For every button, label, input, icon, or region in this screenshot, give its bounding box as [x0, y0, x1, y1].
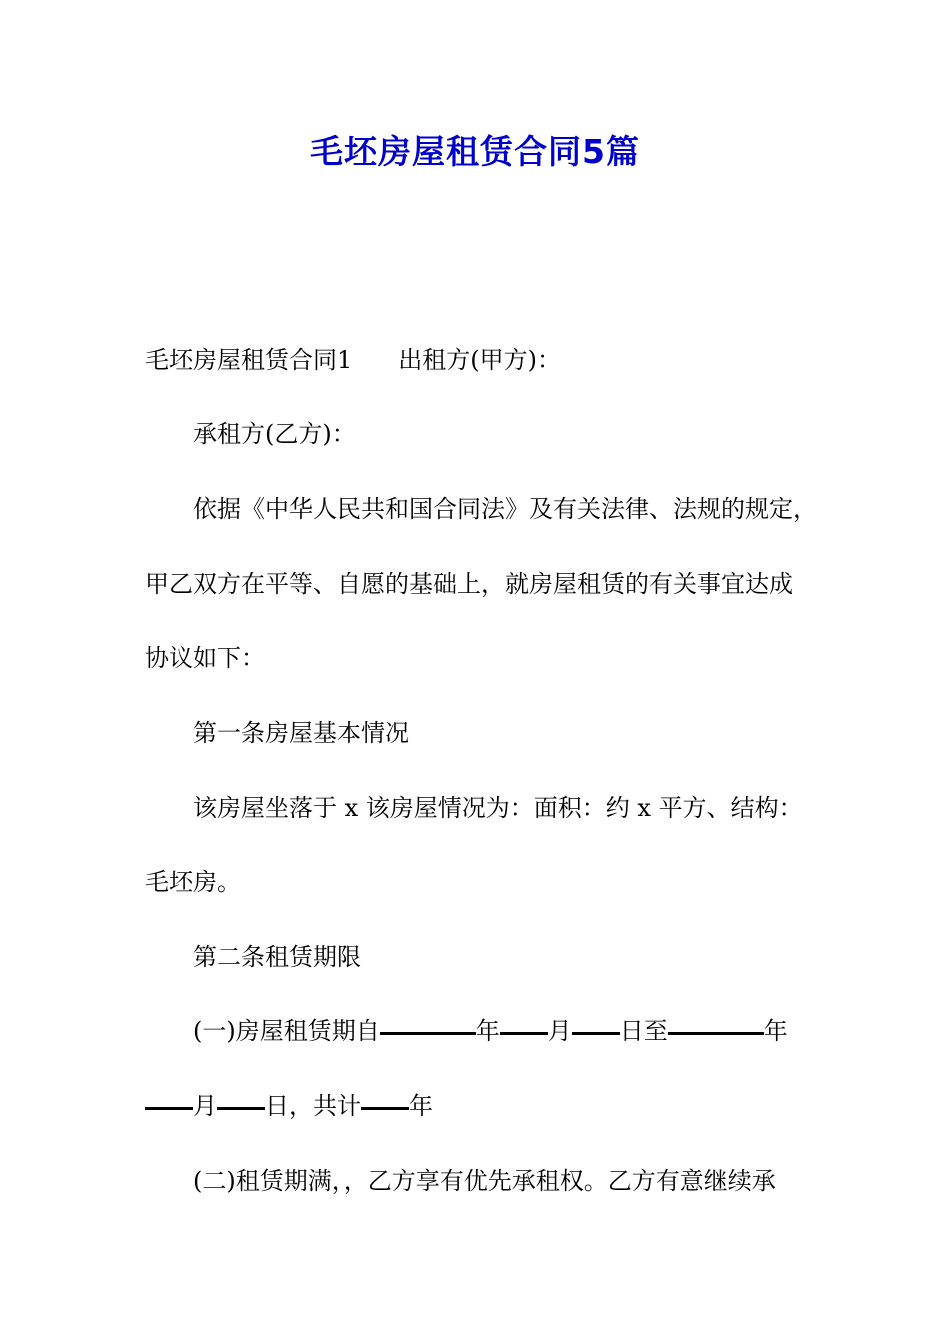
article-1-title: 第一条房屋基本情况	[193, 719, 409, 747]
blank-start-month	[500, 1032, 548, 1035]
blank-start-day	[572, 1032, 620, 1035]
term-year-total-label: 年	[409, 1092, 433, 1120]
term-month-end-label: 月	[193, 1092, 217, 1120]
blank-end-month	[145, 1107, 193, 1110]
term-year-end-label: 年	[763, 1017, 788, 1045]
blank-end-day	[217, 1107, 265, 1110]
document-title: 毛坯房屋租赁合同5篇	[310, 132, 640, 171]
term-month-label: 月	[547, 1017, 572, 1045]
term-day-total-label: 日，共计	[265, 1092, 361, 1120]
intro-line-2: 甲乙双方在平等、自愿的基础上，就房屋租赁的有关事宜达成	[145, 570, 793, 598]
blank-end-year	[668, 1032, 764, 1035]
lessee-label: 承租方(乙方)：	[193, 420, 356, 448]
lessor-label: 出租方(甲方)：	[398, 346, 562, 374]
contract-heading: 毛坯房屋租赁合同1	[145, 346, 353, 374]
intro-line-3: 协议如下：	[145, 644, 265, 672]
article-1-line-2: 毛坯房。	[145, 868, 241, 896]
term-year-label: 年	[475, 1017, 500, 1045]
intro-line-1: 依据《中华人民共和国合同法》及有关法律、法规的规定，	[193, 495, 817, 523]
term-line-1	[193, 1013, 883, 1049]
blank-start-year	[380, 1032, 476, 1035]
contract-heading-line	[145, 342, 835, 378]
article-1-line-1: 该房屋坐落于 x 该房屋情况为：面积：约 x 平方、结构：	[193, 794, 803, 822]
term-line-2	[145, 1088, 835, 1124]
renewal-line: (二)租赁期满，，乙方享有优先承租权。乙方有意继续承	[193, 1167, 776, 1195]
article-2-title: 第二条租赁期限	[193, 943, 361, 971]
blank-total-years	[361, 1107, 409, 1110]
term-prefix: (一)房屋租赁期自	[193, 1017, 380, 1045]
term-day-to-label: 日至	[619, 1017, 668, 1045]
